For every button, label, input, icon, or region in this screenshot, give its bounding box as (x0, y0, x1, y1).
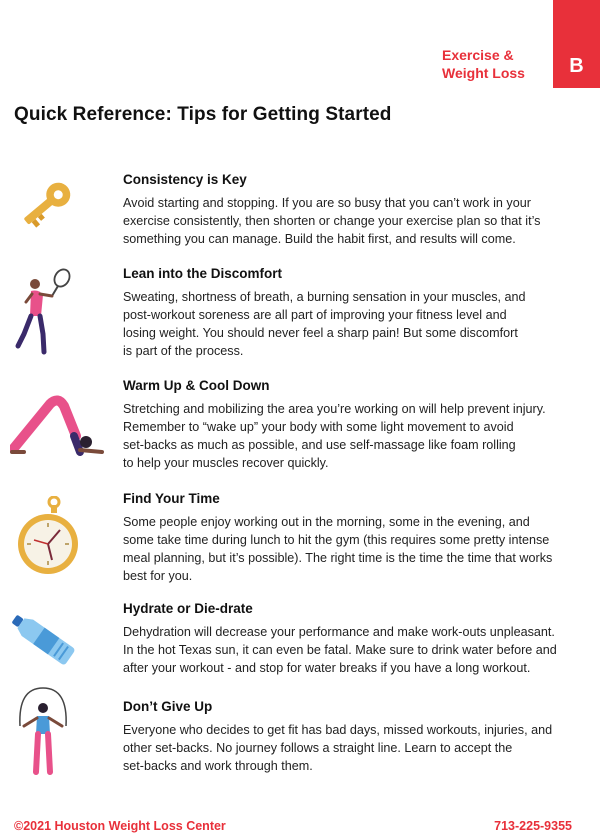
tip-title: Lean into the Discomfort (123, 266, 283, 281)
tip-title: Warm Up & Cool Down (123, 378, 270, 393)
tip-line: post-workout soreness are all part of improving your fitness level and (123, 308, 507, 322)
section-tag-label (442, 46, 525, 82)
jump-rope-icon (10, 686, 76, 778)
tip-dont-give-up (123, 699, 585, 775)
tip-time (123, 491, 585, 585)
tip-line: Everyone who decides to get fit has bad days, missed workouts, injuries, and (123, 723, 553, 737)
tip-line: to help your muscles recover quickly. (123, 456, 329, 470)
tip-line: Remember to “wake up” your body with some light movement to avoid (123, 420, 514, 434)
tip-line: exercise consistently, then shorten or change your exercise plan so that it’s (123, 214, 541, 228)
tip-discomfort (123, 266, 585, 360)
tip-line: Avoid starting and stopping. If you are so busy that you can’t work in your (123, 196, 531, 210)
tip-body (123, 721, 585, 775)
tip-body (123, 400, 585, 472)
tip-line: Stretching and mobilizing the area you’re working on will help prevent injury. (123, 402, 546, 416)
tennis-player-icon (10, 264, 80, 358)
tip-consistency (123, 172, 585, 248)
section-tag-box (553, 0, 600, 88)
tip-line: something you can manage. Build the habit first, and results will come. (123, 232, 516, 246)
tip-hydrate (123, 601, 585, 677)
tip-title: Don’t Give Up (123, 699, 213, 714)
tip-body (123, 194, 585, 248)
tip-warmup (123, 378, 585, 472)
tip-line: meal planning, but it’s possible). The right time is the time the time that works (123, 551, 553, 565)
tip-line: losing weight. You should never feel a sharp pain! But some discomfort (123, 326, 518, 340)
section-tag-letter: B (569, 55, 584, 77)
tip-line: some take time during lunch to hit the gym (this requires some pretty intense (123, 533, 550, 547)
footer-phone: 713-225-9355 (494, 819, 572, 833)
key-icon (10, 174, 82, 236)
tip-line: after your workout - and stop for water breaks if you have a long workout. (123, 661, 531, 675)
tip-title: Find Your Time (123, 491, 220, 506)
stopwatch-icon (10, 496, 82, 580)
tip-line: set-backs and work through them. (123, 759, 313, 773)
tip-line: Sweating, shortness of breath, a burning sensation in your muscles, and (123, 290, 526, 304)
tip-body (123, 513, 585, 585)
tip-line: other set-backs. No journey follows a straight line. Learn to accept the (123, 741, 513, 755)
footer-copyright: ©2021 Houston Weight Loss Center (14, 819, 226, 833)
tip-line: is part of the process. (123, 344, 244, 358)
yoga-stretch-icon (10, 392, 106, 462)
water-bottle-icon (10, 598, 84, 668)
tip-line: best for you. (123, 569, 193, 583)
section-tag-line1: Exercise & (442, 47, 514, 63)
tip-line: Some people enjoy working out in the morning, some in the evening, and (123, 515, 530, 529)
tip-line: Dehydration will decrease your performance and make work-outs unpleasant. (123, 625, 555, 639)
tip-title: Hydrate or Die-drate (123, 601, 253, 616)
section-tag-line2: Weight Loss (442, 65, 525, 81)
tip-line: In the hot Texas sun, it can even be fatal. Make sure to drink water before and (123, 643, 557, 657)
tip-body (123, 288, 585, 360)
page-title: Quick Reference: Tips for Getting Started (14, 104, 392, 125)
tip-title: Consistency is Key (123, 172, 247, 187)
tip-line: set-backs as much as possible, and use self-massage like foam rolling (123, 438, 516, 452)
section-tag (430, 0, 600, 88)
tip-body (123, 623, 585, 677)
